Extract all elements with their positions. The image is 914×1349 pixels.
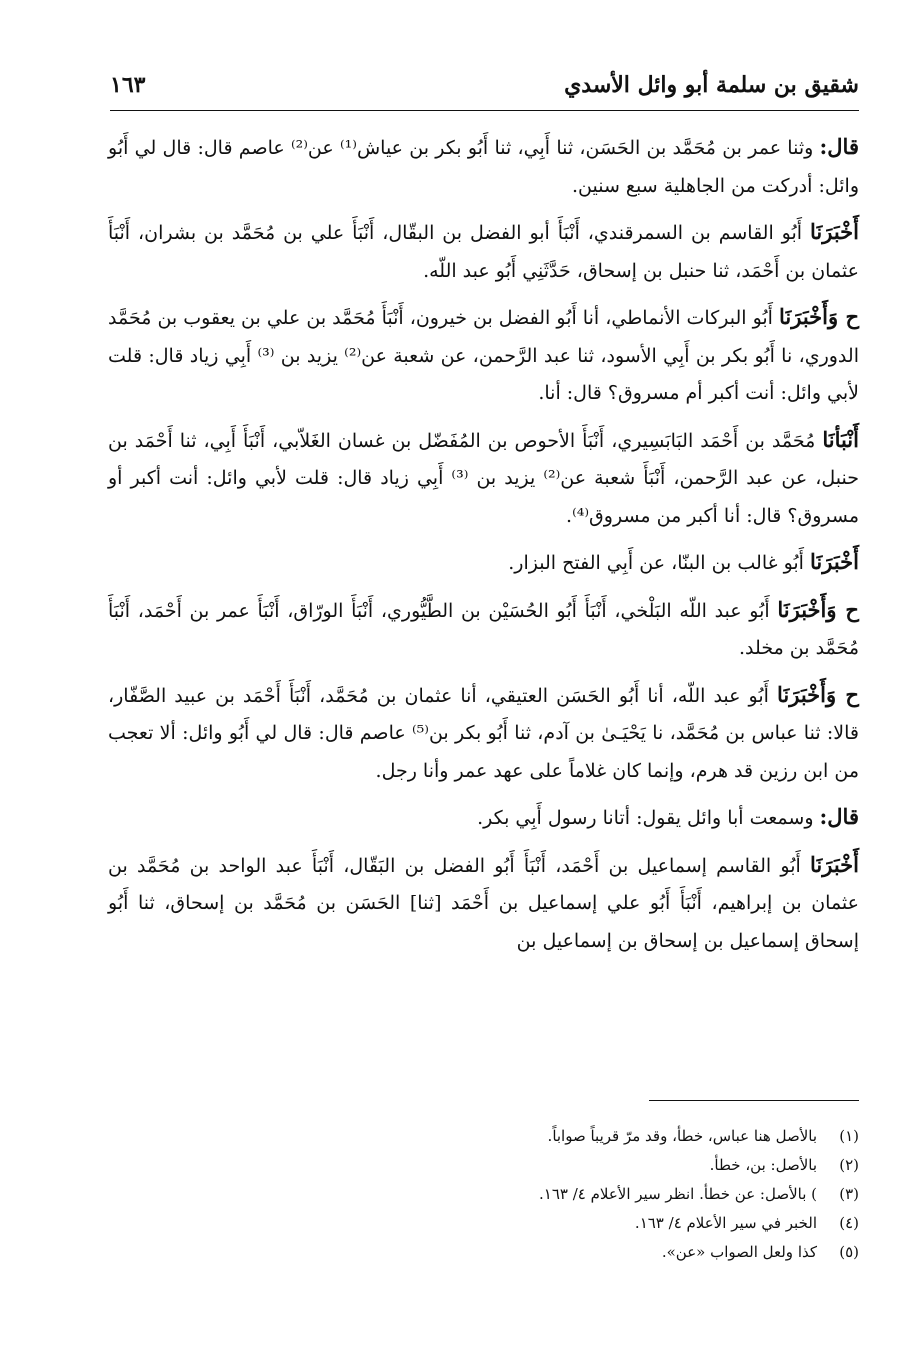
paragraph [108,798,859,838]
footnote-number: (٤) [839,1214,859,1232]
paragraph-text: أَبُو البركات الأنماطي، أنا أَبُو الفضل بن خيرون، أَنْبَأَ مُحَمَّد بن علي بن يعقوب بن مُحَمَّد الدوري، نا أَبُو بكر بن أَبِي الأسود، ثنا عبد الرَّحمن، عن شعبة عن⁽²⁾ يزيد بن ⁽³⁾ أَبِي زياد قال: قلت لأبي وائل: أنت أكبر أم مسروق؟ قال: أنا. [108,307,859,404]
footnote-text: بالأصل هنا عباس، خطأ، وقد مرّ قريباً صواباً. [547,1127,817,1145]
paragraph [108,543,859,583]
footnote-text: كذا ولعل الصواب «عن». [661,1243,817,1261]
narration-keyword: أَخْبَرَنَا [810,549,859,574]
paragraph [108,213,859,290]
paragraph [108,128,859,205]
page-number: ١٦٣ [110,72,146,98]
footnote [108,1180,859,1209]
narration-keyword: ح وَأَخْبَرَنَا [777,596,859,622]
narration-keyword: أَنْبَأنَا [822,426,859,452]
footnote-text: بالأصل: بن، خطأ. [709,1156,817,1174]
narration-keyword: ح وَأَخْبَرَنَا [779,304,859,329]
footnotes [108,1122,859,1267]
paragraph-text: مُحَمَّد بن أَحْمَد البَابَسِيري، أَنْبَأَ الأحوص بن المُفَضّل بن غسان الغَلاّبي، أَنْبَأَ أَبِي، ثنا أَحْمَد بن حنبل، عن عبد الرَّحمن، أَنْبَأَ شعبة عن⁽²⁾ يزيد بن ⁽³⁾ أَبِي زياد قال: قلت لأبي وائل: أنت أكبر أو مسروق؟ قال: أنا أكبر من مسروق⁽⁴⁾. [108,429,859,527]
running-title: شقيق بن سلمة أبو وائل الأسدي [564,72,859,98]
footnote-number: (٣) [839,1185,859,1203]
narration-keyword: قال: [819,804,859,829]
footnote-divider [649,1100,859,1101]
paragraph [108,298,859,413]
paragraph [108,591,859,668]
footnote [108,1151,859,1180]
footnote [108,1122,859,1151]
paragraph-text: أَبُو القاسم بن السمرقندي، أَنْبَأَ أبو الفضل بن البقّال، أَنْبَأَ علي بن مُحَمَّد بن بشران، أَنْبَأَ عثمان بن أَحْمَد، ثنا حنبل بن إسحاق، حَدَّثَنِي أَبُو عبد اللّه. [108,222,859,282]
paragraph [108,421,859,536]
running-header [110,70,859,111]
paragraph [108,846,859,961]
footnote-number: (٢) [839,1156,859,1174]
narration-keyword: أَخْبَرَنَا [810,219,859,244]
paragraph-text: أَبُو غالب بن البنّا، عن أَبِي الفتح البزار. [508,552,811,574]
footnote [108,1238,859,1267]
paragraph-text: وسمعت أبا وائل يقول: أتانا رسول أَبِي بكر. [477,807,820,829]
footnote-text: ) بالأصل: عن خطأ. انظر سير الأعلام ٤/ ١٦٣. [538,1185,817,1203]
paragraph [108,676,859,791]
paragraph-text: وثنا عمر بن مُحَمَّد بن الحَسَن، ثنا أَبِي، ثنا أَبُو بكر بن عياش⁽¹⁾ عن⁽²⁾ عاصم قال: قال لي أَبُو وائل: أدركت من الجاهلية سبع سنين. [108,137,859,197]
paragraph-text: أَبُو القاسم إسماعيل بن أَحْمَد، أَنْبَأَ أَبُو الفضل بن البَقّال، أَنْبَأَ عبد الواحد بن مُحَمَّد بن عثمان بن إبراهيم، أَنْبَأَ أَبُو علي إسماعيل بن أَحْمَد [ثنا] الحَسَن بن مُحَمَّد بن إسحاق، ثنا أَبُو إسحاق إسماعيل بن إسحاق بن إسماعيل بن [108,854,859,952]
paragraph-text: أَبُو عبد اللّه البَلْخي، أَنْبَأَ أَبُو الحُسَيْن بن الطَّيُّوري، أَنْبَأَ الورّاق، أَنْبَأَ عمر بن أَحْمَد، أَنْبَأَ مُحَمَّد بن مخلد. [108,599,859,659]
paragraph-text: أَبُو عبد اللّه، أنا أَبُو الحَسَن العتيقي، أنا عثمان بن مُحَمَّد، أَنْبَأَ أَحْمَد بن عبيد الصَّفّار، قالا: ثنا عباس بن مُحَمَّد، نا يَحْيَـىٰ بن آدم، ثنا أَبُو بكر بن⁽⁵⁾ عاصم قال: قال لي أَبُو وائل: ألا تعجب من ابن رزين قد هرم، وإنما كان غلاماً على عهد عمر وأنا رجل. [108,684,860,782]
footnote [108,1209,859,1238]
footnote-text: الخبر في سير الأعلام ٤/ ١٦٣. [634,1214,817,1232]
footnote-number: (٥) [839,1243,859,1261]
narration-keyword: أَخْبَرَنَا [810,851,859,877]
narration-keyword: قال: [819,134,859,159]
narration-keyword: ح وَأَخْبَرَنَا [776,681,859,707]
footnote-number: (١) [839,1127,859,1145]
main-text [108,128,859,968]
